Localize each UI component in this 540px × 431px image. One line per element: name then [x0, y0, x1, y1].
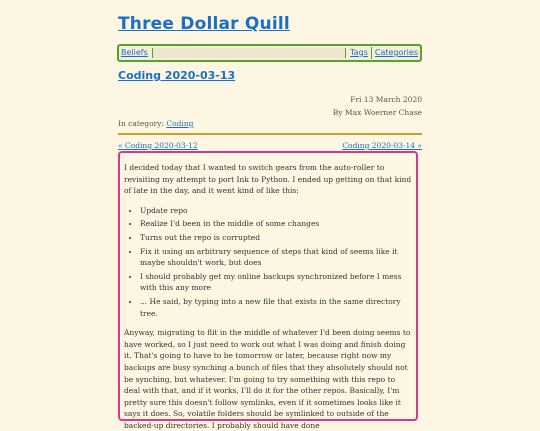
nav-bar	[117, 44, 422, 62]
nav-link-tags[interactable]: Tags	[350, 48, 368, 57]
post-author: By Max Woerner Chase	[332, 108, 422, 117]
nav-link-beliefs[interactable]: Beliefs	[121, 48, 148, 57]
category-link-coding[interactable]: Coding	[166, 119, 194, 128]
article-body	[118, 151, 418, 430]
list-item: • Fix it using an arbitrary sequence of steps that kind of seems like it maybe shouldn't work, but does	[140, 246, 412, 269]
nav-separator	[371, 47, 372, 59]
nav-link-categories[interactable]: Categories	[374, 48, 418, 57]
list-item: • Update repo	[140, 205, 412, 217]
post-title-link[interactable]: Coding 2020-03-13	[118, 69, 236, 82]
article-paragraph: Anyway, migrating to flit in the middle of whatever I'd been doing seems to have worked, so I just need to work out what I was doing and finish doing it. That's going to have to be tomorrow or later, because right now my backups are busy synching a bunch of files that they absolutely should not be synching, but whatever. I'm going to try something with this repo to deal with that, and if it works, I'll do it for the other repos. Basically, I'm pretty sure this doesn't follow symlinks, even if it sometimes looks like it says it does. So, volatile folders should be symlinked to outside of the backed-up directories. I probably should have done	[124, 328, 411, 430]
list-item: • I should probably get my online backups synchronized before I mess with this any more	[140, 271, 412, 294]
list-item: • Turns out the repo is corrupted	[140, 232, 412, 244]
next-post-link[interactable]: Coding 2020-03-14 »	[342, 141, 422, 150]
list-item: • ... He said, by typing into a new file that exists in the same directory tree.	[140, 296, 412, 319]
prev-post-link[interactable]: « Coding 2020-03-12	[118, 141, 198, 150]
post-date: Fri 13 March 2020	[350, 95, 422, 104]
article-intro: I decided today that I wanted to switch gears from the auto-roller to revisiting my attempt to port Ink to Python. I ended up getting on that kind of late in the day, and it went kind of like this:	[124, 163, 412, 196]
steps-list	[124, 205, 412, 319]
site-title-link[interactable]: Three Dollar Quill	[118, 14, 290, 34]
list-item: • Realize I'd been in the middle of some changes	[140, 218, 412, 230]
divider	[118, 133, 422, 135]
nav-spacer	[152, 48, 346, 58]
category-prefix: In category:	[118, 119, 167, 128]
post-category	[118, 119, 193, 128]
